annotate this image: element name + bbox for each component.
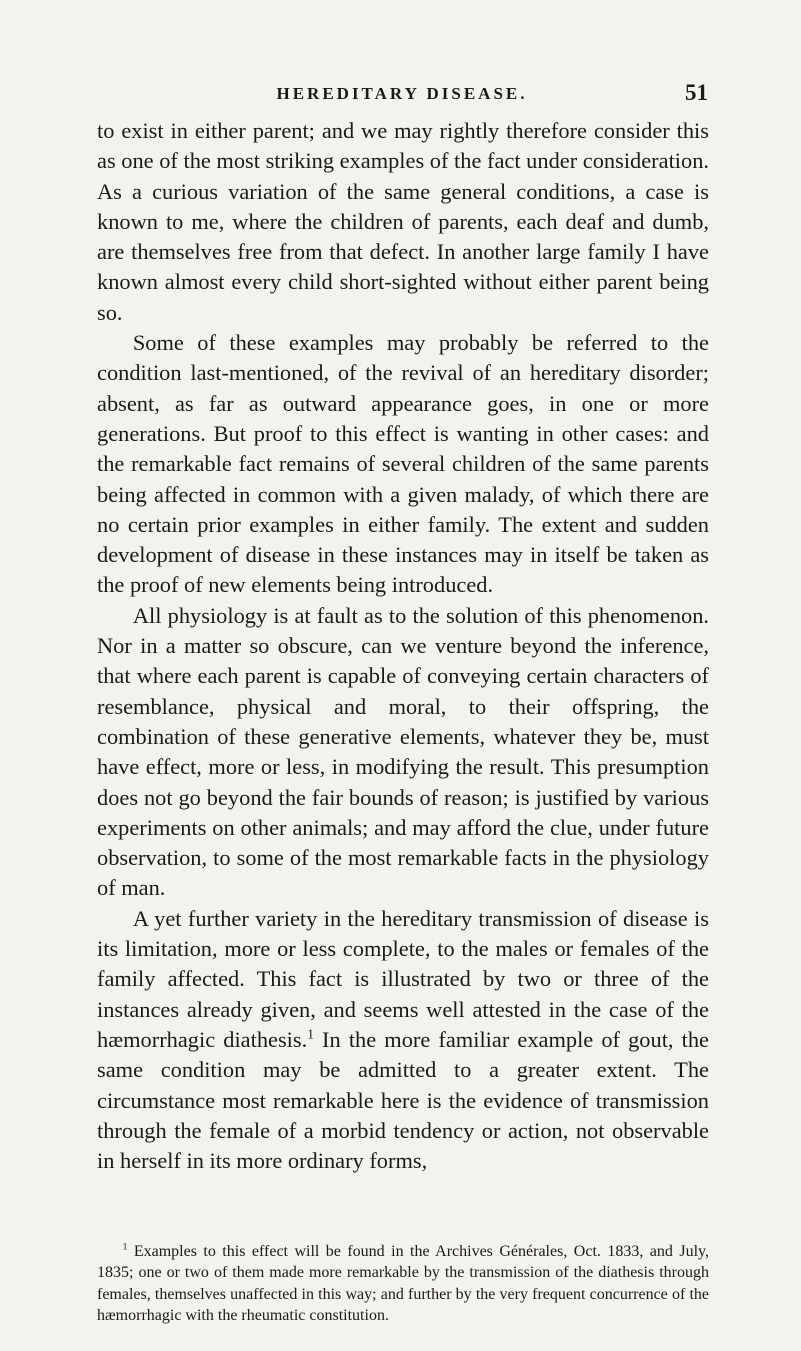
paragraph: All physiology is at fault as to the solution of this phenomenon. Nor in a matter so obscure, can we venture beyond the inference, that where each parent is capable of conveying certain characters of resemblance, physical and moral, to their offspring, the combination of these generative elements, whatever they be, must have effect, more or less, in modifying the result. This presumption does not go beyond the fair bounds of reason; is justified by various experiments on other animals; and may afford the clue, under future observation, to some of the most remarkable facts in the physiology of man. xyxy=(97,602,709,901)
footnote xyxy=(97,1241,709,1327)
running-head: HEREDITARY DISEASE. xyxy=(276,84,528,103)
paragraph-text: In the more familiar example of gout, the same condition may be admitted to a greater extent. The circumstance most remarkable here is the evidence of transmission through the female of a morbid tendency or action, not observable in herself in its more ordinary forms, xyxy=(97,1026,709,1174)
page-header xyxy=(96,80,708,108)
footnote-mark: 1 xyxy=(122,1241,128,1253)
footnotes xyxy=(97,1241,709,1327)
paragraph xyxy=(97,904,709,1177)
footnote-reference[interactable]: 1 xyxy=(307,1026,314,1042)
paragraph: to exist in either parent; and we may rightly therefore consider this as one of the most striking examples of the fact under consideration. As a curious variation of the same general conditions, a case is known to me, where the children of parents, each deaf and dumb, are themselves free from that defect. In another large family I have known almost every child short-sighted without either parent being so. xyxy=(97,118,709,325)
paragraph: Some of these examples may probably be referred to the condition last-mentioned, of the revival of an hereditary disorder; absent, as far as outward appearance goes, in one or more generations. But proof to this effect is wanting in other cases: and the remarkable fact remains of several children of the same parents being affected in common with a given malady, of which there are no certain prior examples in either family. The extent and sudden development of disease in these instances may in itself be taken as the proof of new elements being introduced. xyxy=(97,330,709,598)
body-text xyxy=(97,116,709,1176)
footnote-text: Examples to this effect will be found in the Archives Générales, Oct. 1833, and July, 1835; one or two of them made more remarkable by the transmission of the diathesis through females, themselves unaffected in this way; and further by the very frequent concurrence of the hæmorrhagic with the rheumatic constitution. xyxy=(97,1243,709,1325)
page-number: 51 xyxy=(685,80,708,105)
paragraph-text: A yet further variety in the hereditary transmission of disease is its limitation, more or less complete, to the males or females of the family affected. This fact is illustrated by two or three of the instances already given, and seems well attested in the case of the hæmorrhagic diathesis. xyxy=(97,905,709,1052)
